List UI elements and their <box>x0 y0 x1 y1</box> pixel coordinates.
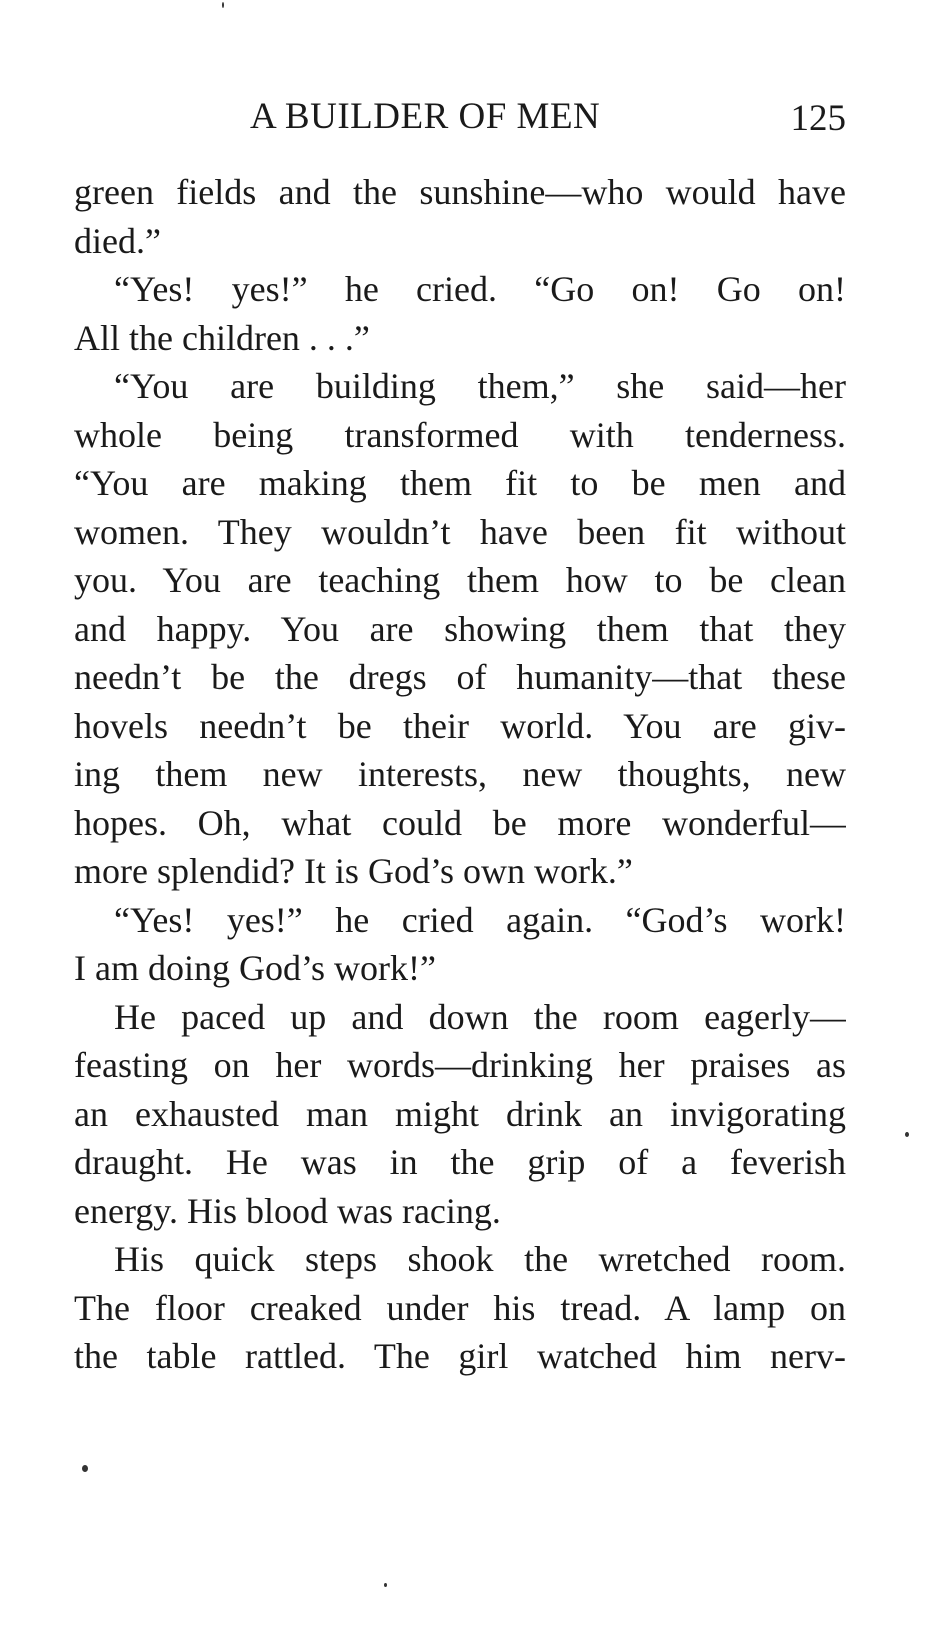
text-line: “Yes! yes!” he cried. “Go on! Go on! <box>114 269 846 309</box>
text-line: “You are building them,” she said—her <box>114 366 846 406</box>
text-line: whole being transformed with tenderness. <box>74 414 846 455</box>
text-line: needn’t be the dregs of humanity—that these <box>74 657 846 697</box>
scan-speck <box>82 1465 88 1472</box>
running-head <box>74 95 846 145</box>
text-line: women. They wouldn’t have been fit without <box>74 511 846 552</box>
text-line: draught. He was in the grip of a feverish <box>74 1142 846 1182</box>
text-line: His quick steps shook the wretched room. <box>114 1239 846 1279</box>
text-line: All the children . . .” <box>74 317 370 358</box>
scan-speck <box>222 2 224 8</box>
text-line: more splendid? It is God’s own work.” <box>74 851 633 891</box>
running-title: A BUILDER OF MEN <box>250 96 601 137</box>
text-line: I am doing God’s work!” <box>74 948 436 988</box>
page-number: 125 <box>790 98 846 139</box>
text-line: The floor creaked under his tread. A lamp on <box>74 1287 846 1328</box>
text-line: died.” <box>74 220 161 261</box>
text-line: an exhausted man might drink an invigorating <box>74 1093 846 1134</box>
text-line: “You are making them fit to be men and <box>74 463 846 503</box>
text-line: you. You are teaching them how to be clean <box>74 560 846 600</box>
text-line: ing them new interests, new thoughts, new <box>74 754 846 794</box>
text-line: “Yes! yes!” he cried again. “God’s work! <box>114 899 846 940</box>
text-line: hovels needn’t be their world. You are giv- <box>74 705 846 746</box>
scan-speck <box>384 1583 387 1587</box>
text-line: energy. His blood was racing. <box>74 1190 501 1231</box>
text-line: green fields and the sunshine—who would have <box>74 172 846 212</box>
text-body <box>74 168 846 1381</box>
text-line: hopes. Oh, what could be more wonderful— <box>74 802 846 843</box>
text-line: the table rattled. The girl watched him nerv- <box>74 1336 846 1376</box>
text-line: He paced up and down the room eagerly— <box>114 996 846 1037</box>
scan-speck <box>905 1132 909 1137</box>
text-line: feasting on her words—drinking her praises as <box>74 1045 846 1085</box>
text-line: and happy. You are showing them that they <box>74 608 846 649</box>
